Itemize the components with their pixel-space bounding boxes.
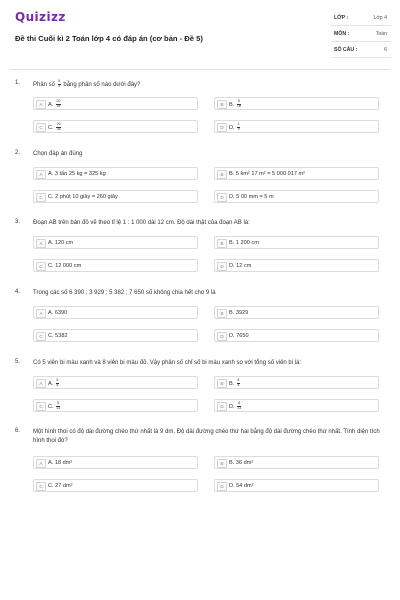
question-number: 2.: [15, 150, 21, 156]
option-letter: A: [36, 100, 46, 109]
option-prefix: C.: [48, 403, 54, 410]
option-a[interactable]: [33, 97, 198, 110]
option-d[interactable]: [214, 479, 379, 492]
fraction-denominator: 9: [58, 83, 61, 88]
question-number: 1.: [15, 80, 21, 86]
option-letter: D: [217, 482, 227, 491]
option-fraction: [237, 100, 241, 109]
option-fraction: [237, 379, 240, 388]
option-value: [48, 379, 60, 388]
question-number: 5.: [15, 359, 21, 365]
option-fraction: [56, 379, 59, 388]
meta-value: 6: [384, 47, 387, 53]
option-a[interactable]: [33, 306, 198, 319]
option-letter: A: [36, 459, 46, 468]
option-value: C. 27 dm²: [48, 483, 73, 489]
fraction-denominator: 13: [56, 405, 61, 410]
option-a[interactable]: [33, 236, 198, 249]
fraction-numerator: 5: [57, 401, 60, 405]
option-value: [229, 402, 242, 411]
meta-value: Lớp 4: [373, 15, 387, 21]
option-value: C. 5382: [48, 333, 68, 339]
fraction-numerator: 8: [237, 378, 240, 382]
option-c[interactable]: [33, 479, 198, 492]
option-c[interactable]: [33, 120, 198, 133]
fraction-denominator: 18: [56, 103, 61, 108]
fraction-denominator: 5: [237, 382, 240, 387]
header-divider: [10, 69, 390, 70]
option-letter: B: [217, 459, 227, 468]
option-prefix: A.: [48, 380, 54, 387]
option-value: [229, 379, 241, 388]
option-prefix: B.: [229, 380, 235, 387]
question-text: Có 5 viên bi màu xanh và 8 viên bi màu đỏ. Vậy phân số chỉ số bi màu xanh so với tổng số viên bi là:: [33, 360, 302, 366]
question-text-before: Phân số: [33, 81, 56, 88]
question-text: Một hình thoi có độ dài đường chéo thứ nhất là 9 dm. Độ dài đường chéo thứ hai bằng độ dài đường chéo thứ nhất. Tính diện tích hình thoi đó?: [33, 429, 380, 444]
question-fraction: [58, 80, 61, 89]
meta-row-class: [331, 13, 391, 26]
option-value: [48, 100, 62, 109]
fraction-numerator: 5: [58, 79, 61, 83]
option-letter: B: [217, 100, 227, 109]
option-letter: D: [217, 123, 227, 132]
option-value: A. 6390: [48, 310, 68, 316]
meta-value: Toán: [375, 31, 387, 37]
question-text-after: bằng phân số nào dưới đây?: [63, 81, 141, 88]
fraction-numerator: 5: [56, 378, 59, 382]
option-value: [229, 123, 241, 132]
option-d[interactable]: [214, 399, 379, 412]
option-b[interactable]: [214, 97, 379, 110]
question-text: Đoạn AB trên bản đồ vẽ theo tỉ lệ 1 : 1 000 dài 12 cm. Độ dài thật của đoạn AB là:: [33, 220, 250, 226]
option-letter: D: [217, 402, 227, 411]
option-c[interactable]: [33, 329, 198, 342]
option-prefix: D.: [229, 124, 235, 131]
option-value: D. 7650: [229, 333, 249, 339]
option-c[interactable]: [33, 259, 198, 272]
question-number: 4.: [15, 289, 21, 295]
fraction-denominator: 8: [56, 382, 59, 387]
option-fraction: [56, 402, 60, 411]
option-letter: C: [36, 482, 46, 491]
option-letter: C: [36, 402, 46, 411]
meta-label: MÔN :: [334, 31, 350, 37]
option-b[interactable]: [214, 306, 379, 319]
option-letter: D: [217, 193, 227, 202]
option-c[interactable]: [33, 190, 198, 203]
option-d[interactable]: [214, 190, 379, 203]
option-letter: C: [36, 262, 46, 271]
option-letter: A: [36, 379, 46, 388]
fraction-denominator: 9: [237, 126, 240, 131]
option-a[interactable]: [33, 456, 198, 469]
option-letter: B: [217, 170, 227, 179]
option-b[interactable]: [214, 376, 379, 389]
option-a[interactable]: [33, 167, 198, 180]
option-letter: D: [217, 332, 227, 341]
option-value: B. 1 200 cm: [229, 240, 259, 246]
option-value: [229, 100, 242, 109]
option-d[interactable]: [214, 329, 379, 342]
option-value: C. 2 phút 10 giây = 260 giây: [48, 194, 118, 200]
meta-row-question-count: [331, 45, 391, 58]
option-value: A. 120 cm: [48, 240, 74, 246]
question-number: 6.: [15, 428, 21, 434]
option-letter: B: [217, 239, 227, 248]
option-value: [48, 123, 62, 132]
option-b[interactable]: [214, 236, 379, 249]
option-c[interactable]: [33, 399, 198, 412]
option-prefix: A.: [48, 101, 54, 108]
worksheet-title: Đề thi Cuối kì 2 Toán lớp 4 có đáp án (cơ bản - Đề 5): [15, 34, 203, 43]
option-d[interactable]: [214, 120, 379, 133]
option-b[interactable]: [214, 456, 379, 469]
option-fraction: [56, 100, 61, 109]
option-b[interactable]: [214, 167, 379, 180]
fraction-numerator: 1: [237, 122, 240, 126]
worksheet-header: [0, 0, 400, 70]
meta-label: LỚP :: [334, 15, 349, 21]
fraction-denominator: 13: [237, 405, 242, 410]
option-fraction: [237, 402, 241, 411]
question-text: Chọn đáp án đúng: [33, 151, 83, 157]
option-d[interactable]: [214, 259, 379, 272]
option-letter: D: [217, 262, 227, 271]
option-value: D. 5 00 mm = 5 m: [229, 194, 274, 200]
option-letter: C: [36, 123, 46, 132]
option-value: B. 5 km² 17 m² = 5 000 017 m²: [229, 171, 306, 177]
option-value: D. 12 cm: [229, 263, 252, 269]
option-value: B. 36 dm²: [229, 460, 254, 466]
option-letter: A: [36, 170, 46, 179]
option-value: A. 18 dm²: [48, 460, 73, 466]
fraction-numerator: 8: [238, 401, 241, 405]
option-value: B. 3929: [229, 310, 249, 316]
option-value: C. 12 000 cm: [48, 263, 82, 269]
option-prefix: D.: [229, 403, 235, 410]
option-fraction: [56, 123, 61, 132]
fraction-denominator: 36: [56, 126, 61, 131]
option-letter: A: [36, 309, 46, 318]
option-a[interactable]: [33, 376, 198, 389]
option-letter: B: [217, 309, 227, 318]
option-value: [48, 402, 61, 411]
option-value: D. 54 dm²: [229, 483, 254, 489]
quizizz-logo: Quizizz: [15, 10, 66, 24]
worksheet-meta: [331, 13, 391, 61]
question-text: [33, 80, 383, 90]
option-fraction: [237, 123, 240, 132]
option-letter: B: [217, 379, 227, 388]
meta-row-subject: [331, 29, 391, 42]
option-letter: C: [36, 193, 46, 202]
option-value: A. 3 tấn 25 kg = 325 kg: [48, 171, 106, 177]
fraction-denominator: 18: [236, 103, 241, 108]
question-text: Trong các số 6 390 ; 3 929 ; 5 382 ; 7 650 số không chia hết cho 9 là: [33, 290, 216, 296]
fraction-numerator: 20: [56, 122, 61, 126]
meta-label: SỐ CÂU :: [334, 47, 358, 53]
fraction-numerator: 20: [56, 99, 61, 103]
question-number: 3.: [15, 219, 21, 225]
option-letter: A: [36, 239, 46, 248]
option-letter: C: [36, 332, 46, 341]
option-prefix: B.: [229, 101, 235, 108]
fraction-numerator: 5: [237, 99, 240, 103]
option-prefix: C.: [48, 124, 54, 131]
